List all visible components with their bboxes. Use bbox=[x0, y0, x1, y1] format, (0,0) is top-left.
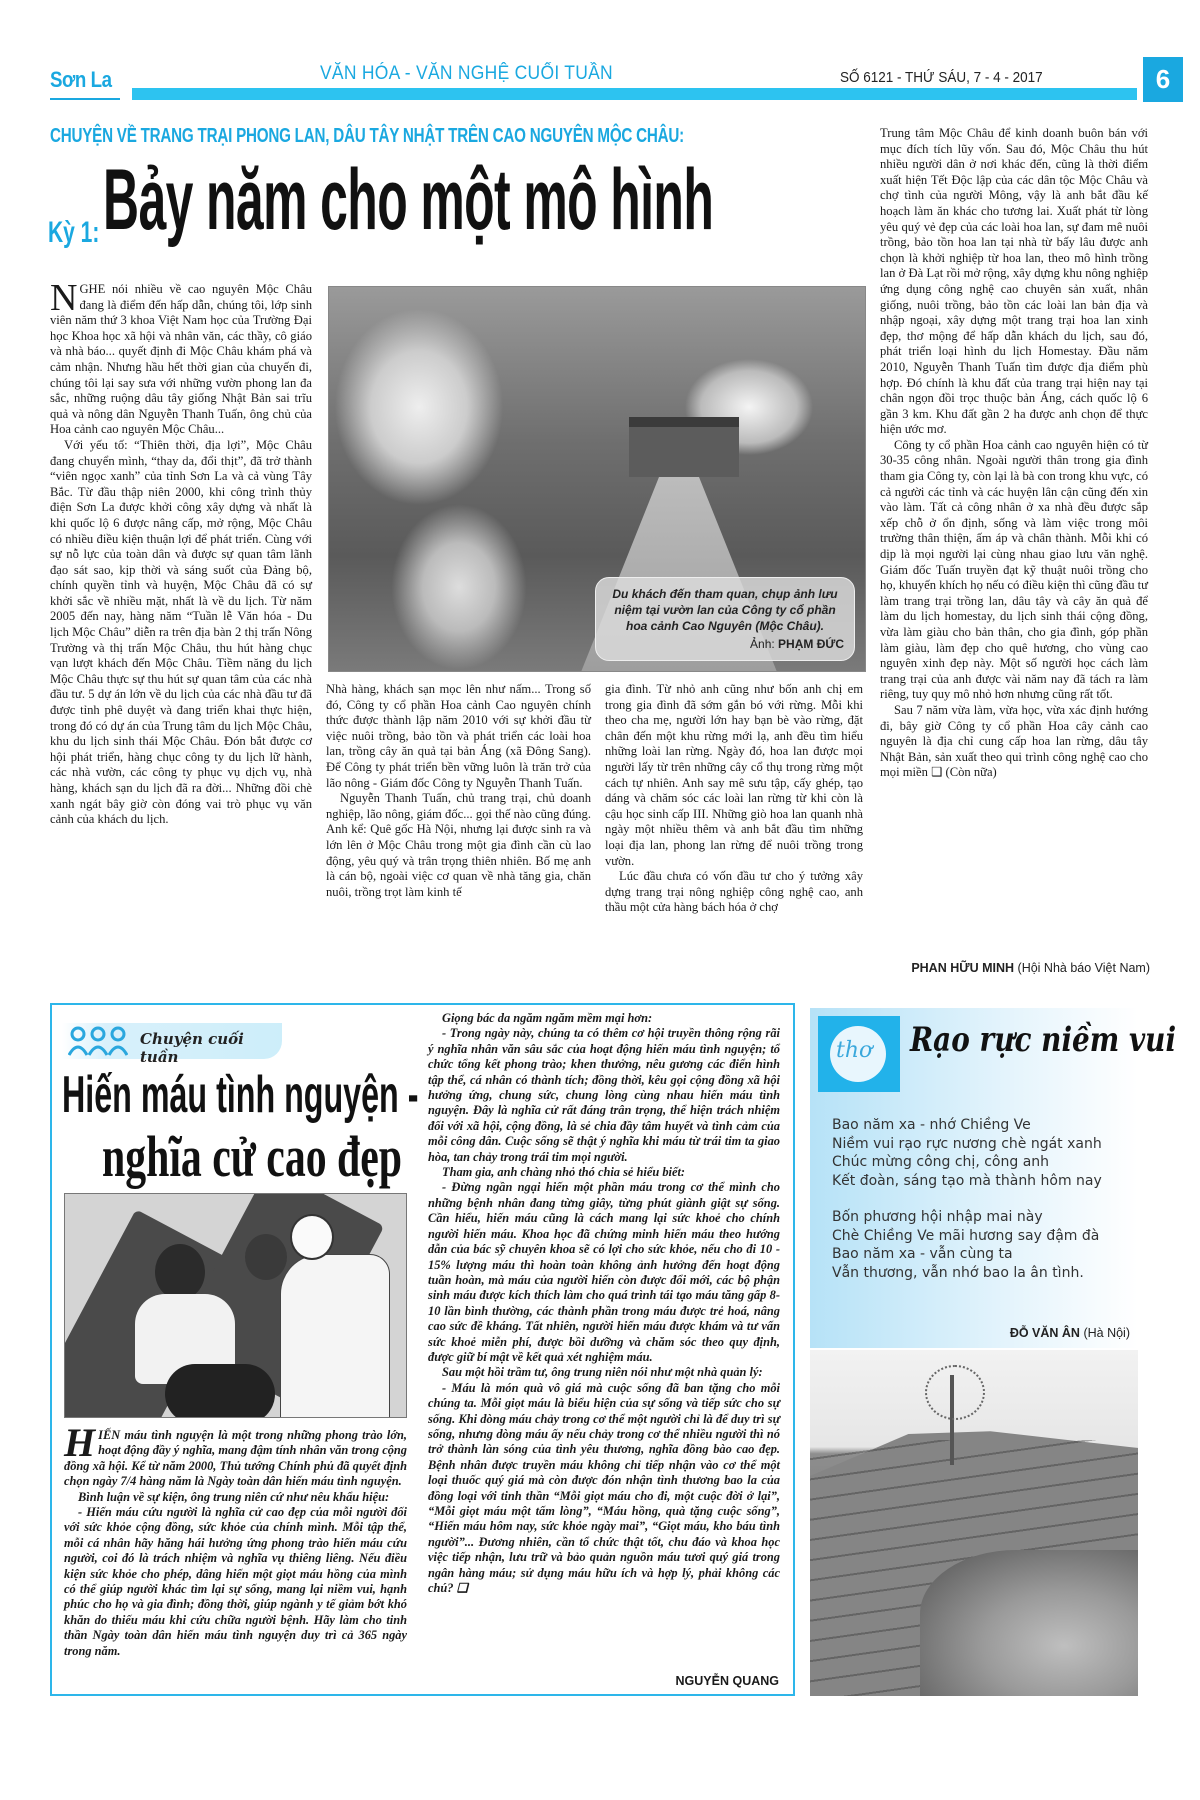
article-column-2 bbox=[326, 682, 591, 900]
paragraph: - Hiến máu cứu người là nghĩa cử cao đẹp của mỗi người đối với sức khỏe cộng đồng, sức khỏe của chính mình. Mỗi tập thể, mỗi cá nhân hãy hăng hái hưởng ứng phong trào hiến máu cứu người, coi đó là trách nhiệm và nghĩa vụ thiêng liêng. Nếu điều kiện sức khỏe cho phép, dâng hiến một giọt máu hồng của mình có thể giúp người khác tìm lại sự sống, mang lại niềm vui, hạnh phúc cho họ và gia đình; đồng thời, giúp ngành y tế giảm bớt khó khăn do thiếu máu khi cứu chữa người bệnh. Hãy làm cho tinh thần Ngày toàn dân hiến máu tình nguyện duy trì cả 365 ngày trong năm. bbox=[64, 1505, 407, 1658]
article-headline: Bảy năm cho một mô hình bbox=[103, 152, 714, 248]
poem-title: Rạo rực niềm vui bbox=[910, 1020, 1177, 1060]
page-number: 6 bbox=[1143, 57, 1183, 102]
paragraph: Nguyễn Thanh Tuấn, chủ trang trại, chủ doanh nghiệp, lão nông, giám đốc... gọi thế nào cũng đúng. Anh kể: Quê gốc Hà Nội, nhưng lại được sinh ra và lớn lên ở Mộc Châu trong một gia đình cần cù lao động, yêu quý và trân trọng thiên nhiên. Bố mẹ anh là cán bộ, ngoài việc cơ quan về nhà tăng gia, chăn nuôi, trồng trọt làm kinh tế bbox=[326, 791, 591, 899]
issue-info: SỐ 6121 - THỨ SÁU, 7 - 4 - 2017 bbox=[840, 69, 1043, 86]
paragraph: Tham gia, anh chàng nhỏ thó chia sẻ hiểu biết: bbox=[442, 1165, 686, 1180]
supplement-title: VĂN HÓA - VĂN NGHỆ CUỐI TUẦN bbox=[320, 63, 613, 84]
feature-tag-banner bbox=[62, 1023, 282, 1066]
header-rule bbox=[132, 88, 1137, 100]
blood-donation-feature bbox=[50, 1003, 795, 1696]
paragraph: Với yếu tố: “Thiên thời, địa lợi”, Mộc Châu đang chuyển mình, “thay da, đổi thịt”, đã trở thành “viên ngọc xanh” của tỉnh Sơn La và cả vùng Tây Bắc. Từ đầu thập niên 2000, khi công trình thủy điện Sơn La được khởi công xây dựng và nhất là khi quốc lộ 6 được nâng cấp, mở rộng, Mộc Châu có nhiều điều kiện thuận lợi để phát triển. Cùng với sự nỗ lực của toàn dân và được sự quan tâm lãnh đạo sát sao, kịp thời và sáng suốt của Đảng bộ, chính quyền tỉnh và huyện, Mộc Châu đã có sự khởi sắc về nhiều mặt, nhất là về du lịch. Từ năm 2005 đến nay, hàng năm “Tuần lễ Văn hóa - Du lịch Mộc Châu” diễn ra trên địa bàn 2 thị trấn Nông Trường và thị trấn Mộc Châu, thu hút hàng chục vạn lượt khách đến Mộc Châu. Tiềm năng du lịch Mộc Châu thực sự thu hút sự quan tâm của các nhà đầu tư. 5 dự án lớn về du lịch của các nhà đầu tư đã được tỉnh phê duyệt và đang triển khai thực hiện, trong đó có dự án của Trung tâm du lịch Mộc Châu, khu du lịch sinh thái Mộc Châu. Đón bắt được cơ hội phát triển, hàng chục công ty du lịch lữ hành, các nhà vườn, các công ty phục vụ dịch vụ, nhà hàng, khách sạn du lịch đã ra đời... Những đồi chè xanh ngát bây giờ còn đóng vai trò phục vụ văn cảnh của khách du lịch. bbox=[50, 437, 312, 827]
people-icon bbox=[68, 1025, 128, 1057]
poem-author bbox=[1010, 1326, 1130, 1340]
orchid-garden-photo bbox=[328, 286, 866, 672]
paragraph: - Máu là món quà vô giá mà cuộc sống đã ban tặng cho mỗi chúng ta. Mỗi giọt máu là biểu hiện của sự sống và tiếp sức cho sự sống. Khi dòng máu chảy trong cơ thể một người chỉ là để duy trì sự sống, nhưng dòng máu ấy nếu chảy trong cơ thể nhiều người thì nó trở thành làn sóng của tình yêu thương, nghĩa đồng bào cao đẹp. Bệnh nhân được truyền máu không chỉ tiếp nhận vào cơ thể một loại thuốc quý giá mà còn được đón nhận tình thương bao la của đồng loại với tinh thần “Mỗi giọt máu cho đi, một cuộc đời ở lại”, “Mỗi giọt máu một tấm lòng”, “Máu hồng, quà tặng cuộc sống”, “Hiến máu hôm nay, sức khỏe ngày mai”, “Giọt máu, kho báu tình người”... Đương nhiên, cần tổ chức thật tốt, chu đáo và khoa học việc tiếp nhận, lưu trữ và bảo quản nguồn máu tươi quý giá trong ngân hàng máu; sử dụng máu hữu ích và hợp lý, phải không các chú? ❑ bbox=[428, 1380, 780, 1596]
poem-line: Niềm vui rạo rực nương chè ngát xanh bbox=[832, 1135, 1102, 1152]
tea-leaves-foreground bbox=[920, 1550, 1138, 1696]
masthead bbox=[50, 55, 1171, 110]
paragraph: Bình luận về sự kiện, ông trung niên cứ như nêu khẩu hiệu: bbox=[78, 1489, 390, 1504]
author-name: PHAN HỮU MINH bbox=[911, 961, 1015, 975]
paragraph: Lúc đầu chưa có vốn đầu tư cho ý tưởng xây dựng trang trại nông nghiệp công nghệ cao, anh thầu một cửa hàng bách hóa ở chợ bbox=[605, 869, 863, 915]
paragraph: NGHE nói nhiều về cao nguyên Mộc Châu đang là điểm đến hấp dẫn, chúng tôi, lớp sinh viên năm thứ 3 khoa Việt Nam học của Trường Đại học Khoa học xã hội và nhân văn, các thầy, cô giáo và nhà báo... quyết định đi Mộc Châu khám phá và cảm nhận. Nhưng hầu hết thời gian của chuyến đi, chúng tôi lại say sưa với những vườn phong lan đa sắc, những ruộng dâu tây giống Nhật Bản sai trĩu quả và nông dân Nguyễn Thanh Tuấn, ông chủ của Hoa cảnh cao nguyên Mộc Châu... bbox=[50, 277, 312, 437]
paragraph: Sau một hồi trầm tư, ông trung niên nói như một nhà quản lý: bbox=[442, 1365, 763, 1380]
drop-cap: H bbox=[64, 1420, 96, 1465]
paragraph: Sau 7 năm vừa làm, vừa học, vừa xác định hướng đi, bây giờ Công ty cổ phần Hoa cây cảnh cao nguyên là địa chỉ cung cấp hoa lan rừng, dâu tây Nhật Bản, sản xuất theo qui trình công nghệ cao cho mọi miền ❑ (Còn nữa) bbox=[880, 702, 1148, 780]
paragraph: gia đình. Từ nhỏ anh cũng như bốn anh chị em trong gia đình đã sớm gắn bó với rừng. Mỗi khi theo cha mẹ, người lớn hay bạn bè vào rừng, đặt chân đến một khu rừng mới lạ, anh đều tìm hiểu những loài lan rừng. Ngày đó, hoa lan được mọi người lấy từ trên những cây cổ thụ trong rừng một cách tự nhiên. Anh say mê sưu tập, cấy ghép, tạo dáng và chăm sóc các loài lan rừng từ khi còn là cậu học sinh cấp III. Những giò hoa lan quanh nhà ngày một nhiều thêm và anh bắt đầu tìm những loại địa lan, phong lan rừng để nuôi trồng trong vườn. bbox=[605, 682, 863, 868]
part-label: Kỳ 1: bbox=[48, 216, 100, 249]
poem-line: Vẫn thương, vẫn nhớ bao la ân tình. bbox=[832, 1264, 1084, 1281]
drop-cap: N bbox=[50, 277, 78, 319]
photo-house-shape bbox=[629, 417, 739, 477]
paragraph: Trung tâm Mộc Châu để kinh doanh buôn bán với mục đích tích lũy vốn. Sau đó, Mộc Châu thu hút nhiều người dân ở nơi khác đến, cũng là thời điểm xuất hiện Tết Độc lập của các dân tộc Mộc Châu và chợ tình của người Mông, vậy là anh bắt đầu kế hoạch làm ăn khác cho tương lai. Xuất phát từ lòng yêu quý vẻ đẹp của các loài hoa lan, sự đam mê nuôi trồng, bảo tồn hoa lan tại nhà từ bấy lâu được anh chọn là khởi nghiệp từ hoa lan, theo mô hình trồng lan ở Đà Lạt rồi mở rộng, xây dựng khu nông nghiệp ứng dụng công nghệ cao chuyên sản xuất, nhân giống, nuôi trồng, bảo tồn các loài lan bản địa và nhập ngoại, xây dựng một trang trại hoa lan xinh đẹp, thơ mộng để hấp dẫn khách du lịch, sau đó, phát triển loại hình du lịch Homestay. Đầu năm 2010, Nguyễn Thanh Tuấn tìm được địa điểm phù hợp. Đó chính là khu đất của trang trại hiện nay tại chân ngọn đồi trọc thuộc bản Áng, cách quốc lộ 6 gần 3 km. Khu đất gần 2 ha được anh chọn để thực hiện ước mơ. bbox=[880, 126, 1148, 437]
feature-column-left bbox=[64, 1420, 407, 1659]
feature-author: NGUYỄN QUANG bbox=[675, 1674, 779, 1688]
paragraph: - Trong ngày này, chúng ta có thêm cơ hội truyền thông rộng rãi ý nghĩa nhân văn sâu sắc của hoạt động hiến máu tình nguyện; tổ chức tổng kết phong trào; khen thưởng, nêu gương các điển hình tập thể, cá nhân có thành tích; đồng thời, kêu gọi cộng đồng xã hội hưởng ứng, chung sức, chung lòng cùng nhau hiến máu tình nguyện. Đây là nghĩa cử rất đáng trân trọng, thể hiện trách nhiệm đối với xã hội, cộng đồng, là sẻ chia đầy tâm huyết và tình cảm của mỗi công dân. Cuộc sống sẽ thật ý nghĩa khi máu từ trái tim ta giao hòa, tan chảy trong trái tim mọi người. bbox=[428, 1026, 780, 1164]
illus-nurse-head bbox=[290, 1214, 334, 1260]
stanza-break bbox=[832, 1190, 1102, 1208]
tea-hill-photo bbox=[810, 1350, 1138, 1696]
article-column-1 bbox=[50, 277, 312, 828]
illus-patient-head bbox=[155, 1244, 205, 1300]
paragraph: Giọng bác da ngăm ngăm mềm mại hơn: bbox=[442, 1011, 653, 1025]
author-affiliation: (Hội Nhà báo Việt Nam) bbox=[1017, 961, 1150, 975]
article-byline bbox=[880, 961, 1150, 975]
feature-title-line2: nghĩa cử cao đẹp bbox=[102, 1124, 403, 1189]
section-name: Sơn La bbox=[50, 67, 112, 92]
poem-box bbox=[810, 1008, 1177, 1348]
feature-tag-label: Chuyện cuối tuần bbox=[140, 1030, 244, 1066]
section-underline bbox=[50, 98, 120, 100]
poem-line: Bao năm xa - nhớ Chiềng Ve bbox=[832, 1117, 1031, 1133]
article-kicker: CHUYỆN VỀ TRANG TRẠI PHONG LAN, DÂU TÂY NHẬT TRÊN CAO NGUYÊN MỘC CHÂU: bbox=[50, 125, 684, 147]
lone-tree-crown bbox=[925, 1365, 985, 1420]
photo-caption: Du khách đến tham quan, chụp ảnh lưu niệm tại vườn lan của Công ty cổ phần hoa cảnh Cao Nguyên (Mộc Châu). Ảnh: PHẠM ĐỨC bbox=[595, 577, 855, 661]
poem-line: Kết đoàn, sáng tạo mà thành hôm nay bbox=[832, 1172, 1102, 1189]
blood-donation-illustration bbox=[64, 1193, 407, 1418]
feature-title-line1: Hiến máu tình nguyện - bbox=[62, 1066, 419, 1124]
paragraph: - Đừng ngần ngại hiến một phần máu trong cơ thể mình cho những bệnh nhân đang từng giây, từng phút giành giật sự sống. Cần hiểu, hiến máu cũng là cách mang lại sức khoẻ cho chính người hiến máu. Khoa học đã chứng minh hiến máu theo hướng dẫn của bác sỹ chuyên khoa sẽ có lợi cho sức khỏe, nếu cho đi 10 - 15% lượng máu thì hoàn toàn không ảnh hưởng đến hoạt động tuần hoàn, mà máu của người hiến còn được đổi mới, các bộ phận sinh máu được kích thích làm cho quá trình tái tạo máu tăng gấp 8-10 lần bình thường, các thành phần trong máu được trẻ hoá, nâng cao sức đề kháng. Tất nhiên, người hiến máu được khám và tư vấn sức khoẻ miễn phí, được bồi dưỡng và chăm sóc theo quy định, được giữ bí mật về kết quả xét nghiệm máu. bbox=[428, 1180, 780, 1364]
paragraph: Nhà hàng, khách sạn mọc lên như nấm... Trong số đó, Công ty cổ phần Hoa cảnh Cao nguyên chính thức được thành lập năm 2010 với sự khởi đầu từ việc nuôi trồng, bảo tồn và phát triển các loài hoa lan, trồng cây ăn quả tại bản Áng (xã Đông Sang). Để Công ty phát triển bền vững luôn là trăn trở của lão nông - Giám đốc Công ty Nguyễn Thanh Tuấn. bbox=[326, 682, 591, 790]
photo-credit: Ảnh: PHẠM ĐỨC bbox=[750, 637, 844, 651]
illus-blanket bbox=[165, 1364, 275, 1418]
poem-line: Chè Chiềng Ve mãi hương say đậm đà bbox=[832, 1227, 1100, 1244]
article-column-3 bbox=[605, 682, 863, 916]
poet-name: ĐỖ VĂN ÂN bbox=[1009, 1326, 1080, 1340]
illus-nurse-body bbox=[280, 1254, 390, 1418]
feature-column-right bbox=[428, 1011, 780, 1596]
illus-donor-head bbox=[245, 1234, 287, 1280]
poetry-logo-text: thơ bbox=[836, 1038, 873, 1063]
paragraph: Công ty cổ phần Hoa cảnh cao nguyên hiện có từ 30-35 công nhân. Ngoài người thân trong gia đình tham gia Công ty, còn lại là bà con trong khu vực, có cả người các tỉnh và các huyện lân cận cũng đến xin vào làm. Tất cả công nhân ở xa nhà đều được sắp xếp chỗ ở ổn định, sống và làm việc trong môi trường thân thiện, ấm áp và chân thành. Mỗi khi có dịp là mọi người lại cùng nhau giao lưu văn nghệ. Giám đốc Tuấn truyền đạt kỹ thuật nuôi trồng cho họ, khuyến khích họ nếu có điều kiện thì cũng đầu tư làm trang trại trồng lan, dâu tây và cây ăn quả để làm du lịch homestay, du lịch sinh thái cộng đồng, vừa làm giàu cho bản thân, cho gia đình, góp phần làm giàu, làm đẹp cho quê hương, cho vùng cao nguyên xinh đẹp này. Một số người học cách làm trang trại của anh được vài năm nay đã tách ra làm riêng, tuy quy mô nhỏ hơn nhưng cũng rất tốt. bbox=[880, 437, 1148, 702]
poem-line: Bốn phương hội nhập mai này bbox=[832, 1209, 1043, 1225]
article-column-4 bbox=[880, 126, 1148, 781]
poem-line: Bao năm xa - vẫn cùng ta bbox=[832, 1246, 1013, 1262]
poetry-logo-icon bbox=[818, 1016, 900, 1092]
paragraph: HIẾN máu tình nguyện là một trong những phong trào lớn, hoạt động đầy ý nghĩa, mang đậm tính nhân văn trong cộng đồng xã hội. Kể từ năm 2000, Thủ tướng Chính phủ đã quyết định chọn ngày 7/4 hàng năm là Ngày toàn dân hiến máu tình nguyện. bbox=[64, 1420, 407, 1489]
poem-line: Chúc mừng công chị, công anh bbox=[832, 1154, 1050, 1170]
poet-place: (Hà Nội) bbox=[1083, 1326, 1130, 1340]
poem-body bbox=[832, 1116, 1102, 1282]
